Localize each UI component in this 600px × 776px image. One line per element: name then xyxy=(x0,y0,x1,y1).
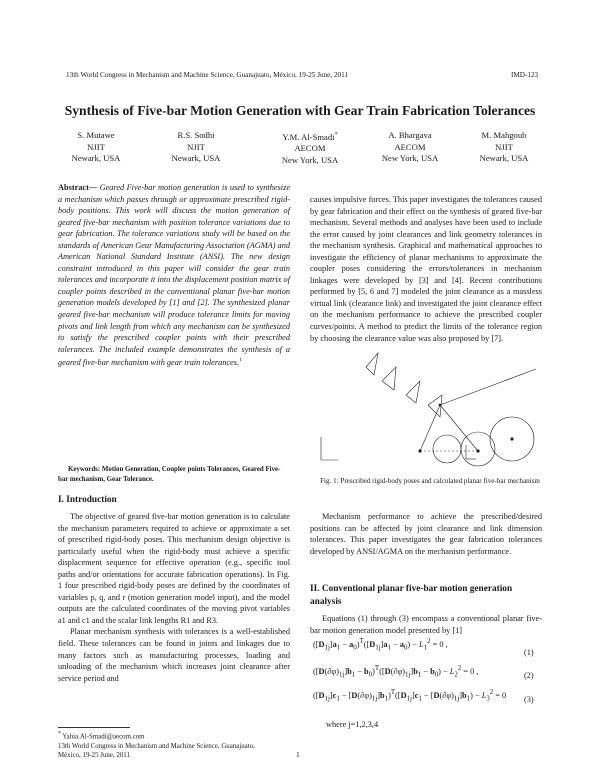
keywords-label: Keywords: xyxy=(68,466,101,473)
author-location: Newark, USA xyxy=(171,153,221,164)
equation-number: (2) xyxy=(524,671,534,680)
author-name: Y.M. Al-Smadi xyxy=(282,131,335,142)
rigid-body-pose-1 xyxy=(366,353,378,375)
footnote xyxy=(58,730,298,760)
author-location: Newark, USA xyxy=(71,153,121,164)
equations-intro: Equations (1) through (3) encompass a conventional planar five-bar motion generation model presented by [1] xyxy=(310,614,542,635)
equation-number: (3) xyxy=(524,695,534,704)
figure-caption: Fig. 1: Prescribed rigid-body poses and calculated planar five-bar mechanism xyxy=(320,477,540,485)
link-r1 xyxy=(420,405,440,451)
gear-1-icon xyxy=(433,435,461,463)
coupler-extension xyxy=(440,369,536,405)
footnote-line: México, 19-25 June, 2011 xyxy=(58,751,130,759)
author-block xyxy=(160,130,232,165)
paper-title: Synthesis of Five-bar Motion Generation with Gear Train Fabrication Tolerances xyxy=(64,103,536,118)
author-block xyxy=(266,130,354,167)
author-affiliation: NJIT xyxy=(87,141,105,152)
author-name: M. Mahgoub xyxy=(481,130,527,140)
fixed-pivot-icon xyxy=(418,449,421,452)
author-name: R.S. Sodhi xyxy=(177,130,215,140)
abstract-label: Abstract— xyxy=(58,183,98,192)
equation-1: $([D_{1j}]a_1 - a_0)^T([D_{1j}]a_1 - a_0) - L_1^2 = 0$ , xyxy=(313,638,448,652)
footnote-marker: * xyxy=(58,731,61,737)
footnote-line: 13th World Congress in Mechanism and Machine Science, Guanajuato, xyxy=(58,742,255,750)
keywords-text: Motion Generation, Coupler points Tolerances, Geared Five-bar mechanism, Gear Tolerance. xyxy=(58,466,281,483)
author-affiliation: AECOM xyxy=(394,141,426,152)
author-location: New York, USA xyxy=(281,155,339,166)
author-name: A. Bhargava xyxy=(388,130,432,140)
equation-3: $([D_{1j}]c_1 - [D(\partial\varphi)_{1j}]b_1)^T([D_{1j}]c_1 - [D(\partial\varphi)_{1j}]b_1) - L_3^2 = 0$ xyxy=(313,689,507,703)
author-block xyxy=(60,130,132,165)
equation-number: (1) xyxy=(524,648,534,657)
fixed-pivot-icon xyxy=(476,449,479,452)
moving-pivot-icon xyxy=(439,404,442,407)
abstract-text: Geared Five-bar motion generation is used to synthesize a mechanism which passes through or approximate prescribed rigid-body positions. This work will discuss the motion generation of geared five-bar mechanism with position tolerance variations due to gear fabrication. The tolerance variations study will be based on the standards of American Gear Manufacturing Association (AGMA) and American National Standard Institute (ANSI). The new design constraint introduced in this paper will consider the gear train tolerances and incorporate it into the displacement position matrix of coupler points described in the conventional planar five-bar motion generation models developed by [1] and [2]. The synthesized planar geared five-bar mechanism will produce tolerance limits for moving pivots and link length from which any mechanism can be synthesized to satisfy the prescribed coupler points with their prescribed tolerances. The included example demonstrates the synthesis of a geared five-bar mechanism with gear train tolerances. xyxy=(58,183,291,367)
equation-where: where j=1,2,3,4 xyxy=(326,720,379,729)
right-column-paragraph: Mechanism performance to achieve the prescribed/desired positions can be affected by joint clearance and link dimension tolerances. This paper investigates the gear fabrication tolerances developed by ANSI/AGMA on the mechanism performance. xyxy=(310,512,542,556)
author-affiliation: AECOM xyxy=(294,143,326,154)
author-block xyxy=(366,130,454,165)
author-affiliation: NJIT xyxy=(495,141,513,152)
figure-five-bar-mechanism xyxy=(316,345,544,467)
section-heading: II. Conventional planar five-bar motion generation analysis xyxy=(310,584,513,607)
author-affiliation: NJIT xyxy=(187,141,205,152)
footnote-rule xyxy=(58,727,130,728)
author-location: New York, USA xyxy=(381,153,439,164)
paragraph: The objective of geared five-bar motion generation is to calculate the mechanism parameters required to achieve or approximate a set of prescribed rigid-body poses. This mechanism design objective is particularly useful when the rigid-body must achieve a specific displacement sequence for effective operation (e.g., specific tool paths and/or orientations for accurate fabrication operations). In Fig. 1 four prescribed rigid-body poses are defined by the coordinates of variables p, q, and r (motion generation model input), and the model outputs are the calculated coordinates of the moving pivot variables a1 and c1 and the scalar link lengths R1 and R3. xyxy=(58,512,290,625)
section-body xyxy=(58,511,290,684)
section-heading: I. Introduction xyxy=(58,495,117,505)
running-header-left: 13th World Congress in Mechanism and Machine Science, Guanajuato, México, 19-25 June, 2011 xyxy=(66,71,349,79)
rigid-body-pose-3 xyxy=(406,381,420,403)
right-column-paragraph: causes impulsive forces. This paper investigates the tolerances caused by gear fabrication and their effect on the synthesis of geared five-bar mechanism. Several methods and analyses have been used to include the error caused by joint clearances and link geometry tolerances in the mechanism synthesis. Graphical and mathematical approaches to investigate the efficiency of planar mechanisms to approximate the coupler poses considering the errors/tolerances in mechanism linkages were developed by [3] and [4]. Recent contributions performed by [5, 6 and 7] modeled the joint clearance as a massless virtual link (clearance link) and investigated the joint clearance effect on the mechanism performance to achieve the prescribed coupler curves/points. A method to predict the limits of the tolerance region by choosing the clearance value was also proposed by [7]. xyxy=(310,195,542,343)
rigid-body-pose-2 xyxy=(382,367,396,390)
abstract-footnote-ref: 1 xyxy=(239,357,242,364)
abstract xyxy=(58,182,290,369)
equation-2: $([D(\partial\varphi)_{1j}]b_1 - b_0)^T([D(\partial\varphi)_{1j}]b_1 - b_0) - L_2^2 = 0$ , xyxy=(313,665,479,679)
link-r3 xyxy=(440,405,478,451)
corresponding-author-marker: * xyxy=(334,132,338,138)
paragraph: Planar mechanism synthesis with tolerances is a well-established field. These tolerances can be found in joints and linkages due to many factors such as manufacturing processes, loading and unloading of the mechanism which increases joint clearance after service period and xyxy=(58,627,290,683)
gear-center-icon xyxy=(510,437,513,440)
keywords xyxy=(58,465,290,484)
page-number: 1 xyxy=(296,750,300,759)
author-name: S. Mutawe xyxy=(77,130,115,140)
author-location: Newark, USA xyxy=(479,153,529,164)
author-block xyxy=(466,130,542,165)
running-header-right: IMD-123 xyxy=(511,71,539,79)
footnote-email: Yahia.Al-Smadi@aecom.com xyxy=(62,733,145,741)
